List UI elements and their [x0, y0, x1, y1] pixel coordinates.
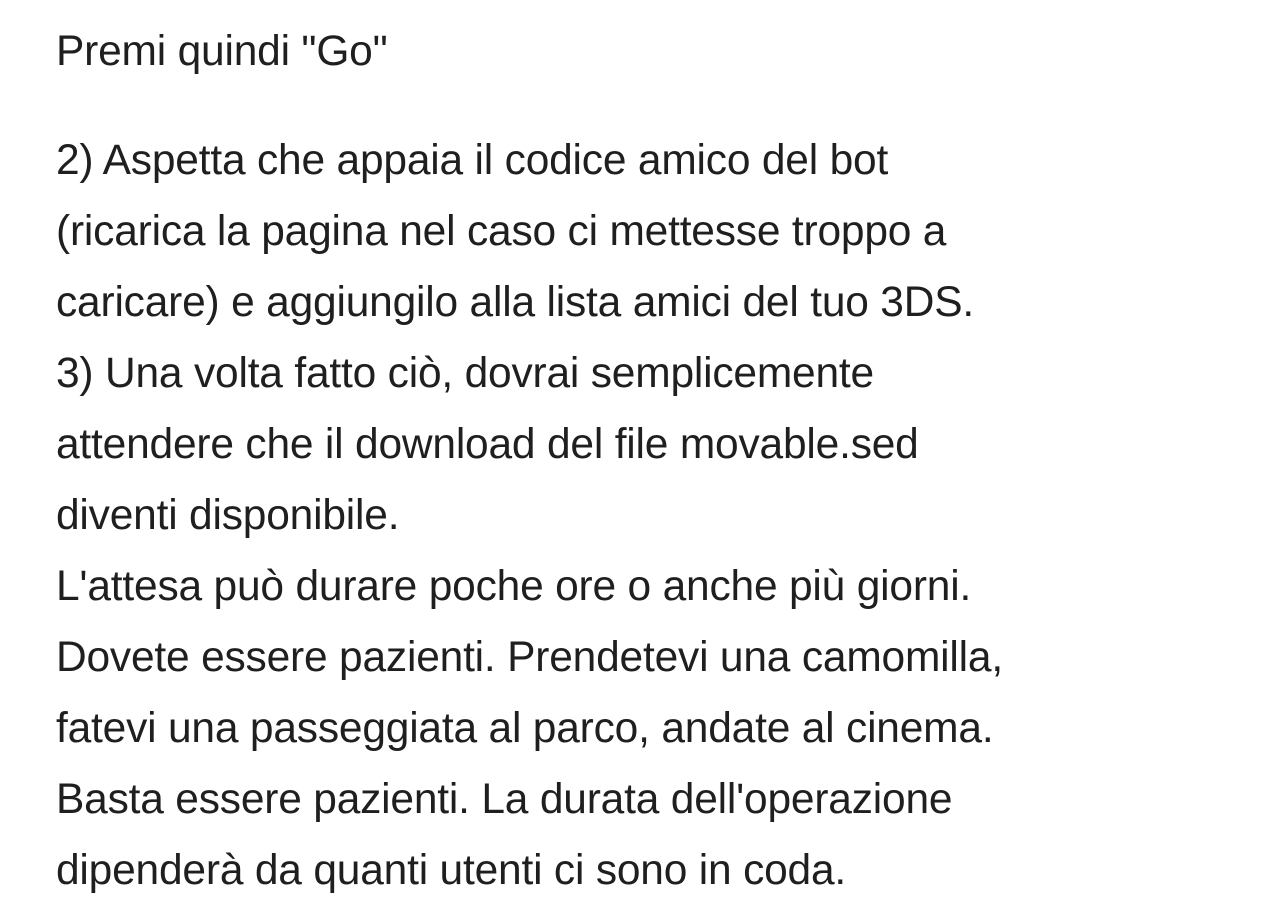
text-line: diventi disponibile.: [56, 492, 400, 539]
text-line: attendere che il download del file movable.sed: [56, 421, 919, 468]
text-line: dipenderà da quanti utenti ci sono in coda.: [56, 847, 847, 894]
text-line: Basta essere pazienti. La durata dell'operazione: [56, 776, 953, 823]
text-line-step-2: 2) Aspetta che appaia il codice amico del bot: [56, 137, 889, 184]
text-line: caricare) e aggiungilo alla lista amici del tuo 3DS.: [56, 279, 974, 326]
text-line: L'attesa può durare poche ore o anche più giorni.: [56, 563, 972, 610]
text-line: Dovete essere pazienti. Prendetevi una camomilla,: [56, 634, 1003, 681]
text-line: (ricarica la pagina nel caso ci mettesse troppo a: [56, 208, 947, 255]
text-line-go-instruction: Premi quindi "Go": [56, 28, 388, 75]
text-line-step-3: 3) Una volta fatto ciò, dovrai semplicemente: [56, 350, 874, 397]
text-line: fatevi una passeggiata al parco, andate al cinema.: [56, 705, 994, 752]
